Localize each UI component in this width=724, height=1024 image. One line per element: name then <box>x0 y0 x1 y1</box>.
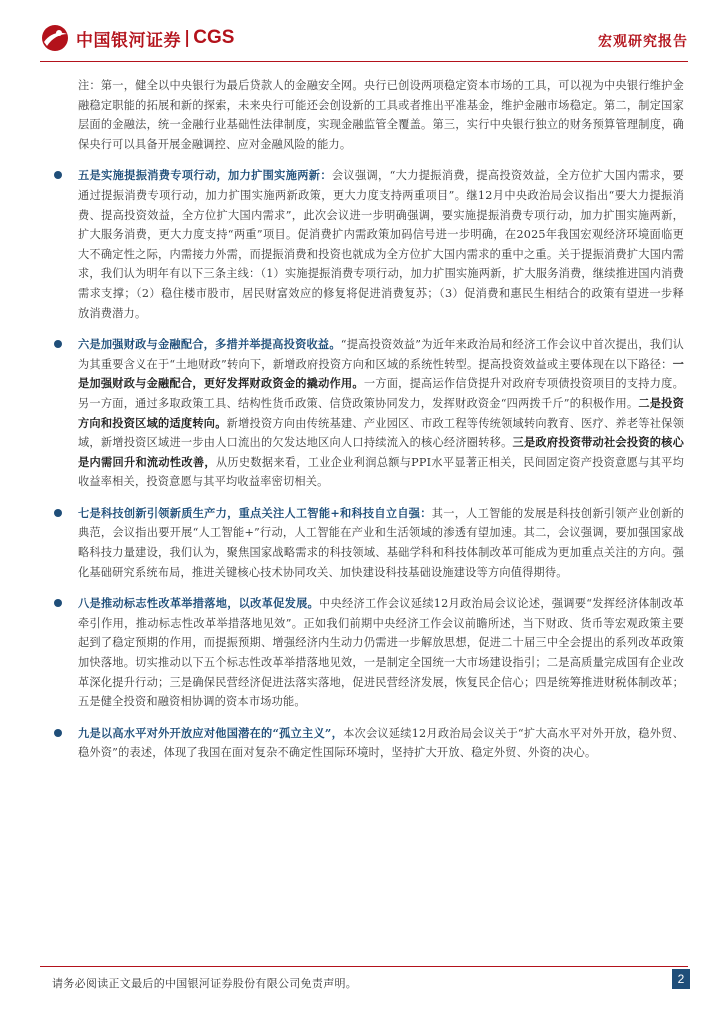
company-logo <box>40 24 234 52</box>
list-item-body: 新增投资方向由传统基建、产业园区、市政工程等传统领域转向教育、医疗、养老等社保领域，新增投资区域进一步由人口流出的欠发达地区向人口持续流入的核心经济圈转移。 <box>78 416 684 450</box>
list-item-text <box>78 166 684 323</box>
list-item-body: 从历史数据来看，工业企业利润总额与PPI水平显著正相关，民间固定资产投资意愿与其平均收益率相关，投资意愿与其平均收益率密切相关。 <box>78 455 684 489</box>
bullet-icon <box>54 599 62 607</box>
list-item-body: 其一，人工智能的发展是科技创新引领产业创新的典范，会议指出要开展“人工智能+”行动，人工智能在产业和生活领域的渗透有望加速。其二，会议强调，要加强国家战略科技力量建设，我们认为，聚焦国家战略需求的科技领域、基础学科和科技体制改革可能成为更加重点关注的方向。强化基础研究系统布局，推进关键核心技术协同攻关、加快建设科技基础设施建设等方向值得期待。 <box>78 506 684 579</box>
list-item-lead: 七是科技创新引领新质生产力，重点关注人工智能+和科技自立自强： <box>78 505 432 520</box>
header-divider <box>40 61 688 62</box>
list-item-lead: 六是加强财政与金融配合，多措并举提高投资收益。 <box>78 337 341 352</box>
list-item-reform <box>52 594 684 712</box>
logo-en-text: CGS <box>193 27 235 48</box>
list-item-body: 会议强调，“大力提振消费，提高投资效益，全方位扩大国内需求，要通过提振消费专项行动，加力扩围实施两新政策，更大力度支持两重项目”。继12月中央政治局会议指出“要大力提振消费、提高投资效益，全方位扩大国内需求”，此次会议进一步明确强调，要实施提振消费专项行动，加力扩围实施两新，扩大服务消费，更大力度支持“两重”项目。促消费扩内需政策加码信号进一步明确，在2025年我国宏观经济环境面临更大不确定性之际，内需接力外需，而提振消费和投资也就成为全方位扩大国内需求的重中之重。关于提振消费扩大国内需求，我们认为明年有以下三条主线：（1）实施提振消费专项行动，加力扩围实施两新，扩大服务消费，继续推进国内消费需求支撑；（2）稳住楼市股市，居民财富效应的修复将促进消费复苏；（3）促消费和惠民生相结合的政策有望进一步释放消费潜力。 <box>78 169 685 320</box>
page-number: 2 <box>672 969 690 989</box>
list-item-body: 中央经济工作会议延续12月政治局会议论述，强调要“发挥经济体制改革牵引作用，推动标志性改革举措落地见效”。正如我们前期中央经济工作会议前瞻所述，当下财政、货币等宏观政策主要起到了稳定预期的作用，而提振预期、增强经济内生动力仍需进一步解放思想，促进二十届三中全会提出的系列改革政策加快落地。切实推动以下五个标志性改革举措落地见效，一是制定全国统一大市场建设指引；二是高质量完成国有企业改革深化提升行动；三是确保民营经济促进法落实落地，促进民营经济发展，恢复民企信心；四是统筹推进财税体制改革；五是健全投资和融资相协调的资本市场功能。 <box>78 597 684 709</box>
galaxy-logo-icon <box>40 23 70 53</box>
bullet-icon <box>54 340 62 348</box>
report-type-label: 宏观研究报告 <box>598 34 688 50</box>
list-item-lead: 八是推动标志性改革举措落地，以改革促发展。 <box>78 596 320 611</box>
list-item-text <box>78 724 684 763</box>
bullet-icon <box>54 509 62 517</box>
list-item-body: 本次会议延续12月政治局会议关于“扩大高水平对外开放，稳外贸、稳外资”的表述，体现了我国在面对复杂不确定性国际环境时，坚持扩大开放、稳定外贸、外资的决心。 <box>78 726 684 760</box>
main-content <box>52 76 684 775</box>
list-item-emphasis: 三是政府投资带动社会投资的核心是内需回升和流动性改善， <box>78 435 684 469</box>
list-item-body: “提高投资效益”为近年来政治局和经济工作会议中首次提出，我们认为其重要含义在于“土地财政”转向下，新增政府投资方向和区域的系统性转型。提高投资效益或主要体现在以下路径： <box>78 338 685 371</box>
list-item-opening-up <box>52 724 684 763</box>
list-item-emphasis: 二是投资方向和投资区域的适度转向。 <box>78 395 684 430</box>
logo-separator: | <box>184 28 191 48</box>
bullet-icon <box>54 729 62 737</box>
list-item-lead: 五是实施提振消费专项行动，加力扩围实施两新： <box>78 168 332 183</box>
list-item-consumption <box>52 166 684 323</box>
intro-paragraph: 注：第一，健全以中央银行为最后贷款人的金融安全网。央行已创设两项稳定资本市场的工具，可以视为中央银行维护金融稳定职能的拓展和新的探索，未来央行可能还会创设新的工具或者推出平准基金，维护金融市场稳定。第二，制定国家层面的金融法，统一金融行业基础性法律制度，实现金融监管全覆盖。第三，实行中央银行独立的财务预算管理制度，确保央行可以具备开展金融调控、应对金融风险的能力。 <box>78 79 684 151</box>
list-item-text <box>78 504 684 582</box>
list-item-body: 一方面，提高运作信贷提升对政府专项债投资项目的支持力度。另一方面，通过多取政策工具、结构性货币政策、信贷政策协同发力，发挥财政资金“四两拨千斤”的积极作用。 <box>78 377 684 410</box>
list-item-emphasis: 一是加强财政与金融配合，更好发挥财政资金的撬动作用。 <box>78 356 684 391</box>
list-item-investment <box>52 335 684 492</box>
page-header <box>0 0 724 64</box>
list-item-technology <box>52 504 684 582</box>
logo-cn-text: 中国银河证券 <box>76 30 181 51</box>
list-item-text <box>78 335 684 492</box>
bullet-icon <box>54 171 62 179</box>
list-item-text <box>78 594 684 712</box>
footer-disclaimer: 请务必阅读正文最后的中国银河证券股份有限公司免责声明。 <box>52 977 358 990</box>
list-item-lead: 九是以高水平对外开放应对他国潜在的“孤立主义”， <box>78 725 344 740</box>
footer-divider <box>40 966 688 967</box>
